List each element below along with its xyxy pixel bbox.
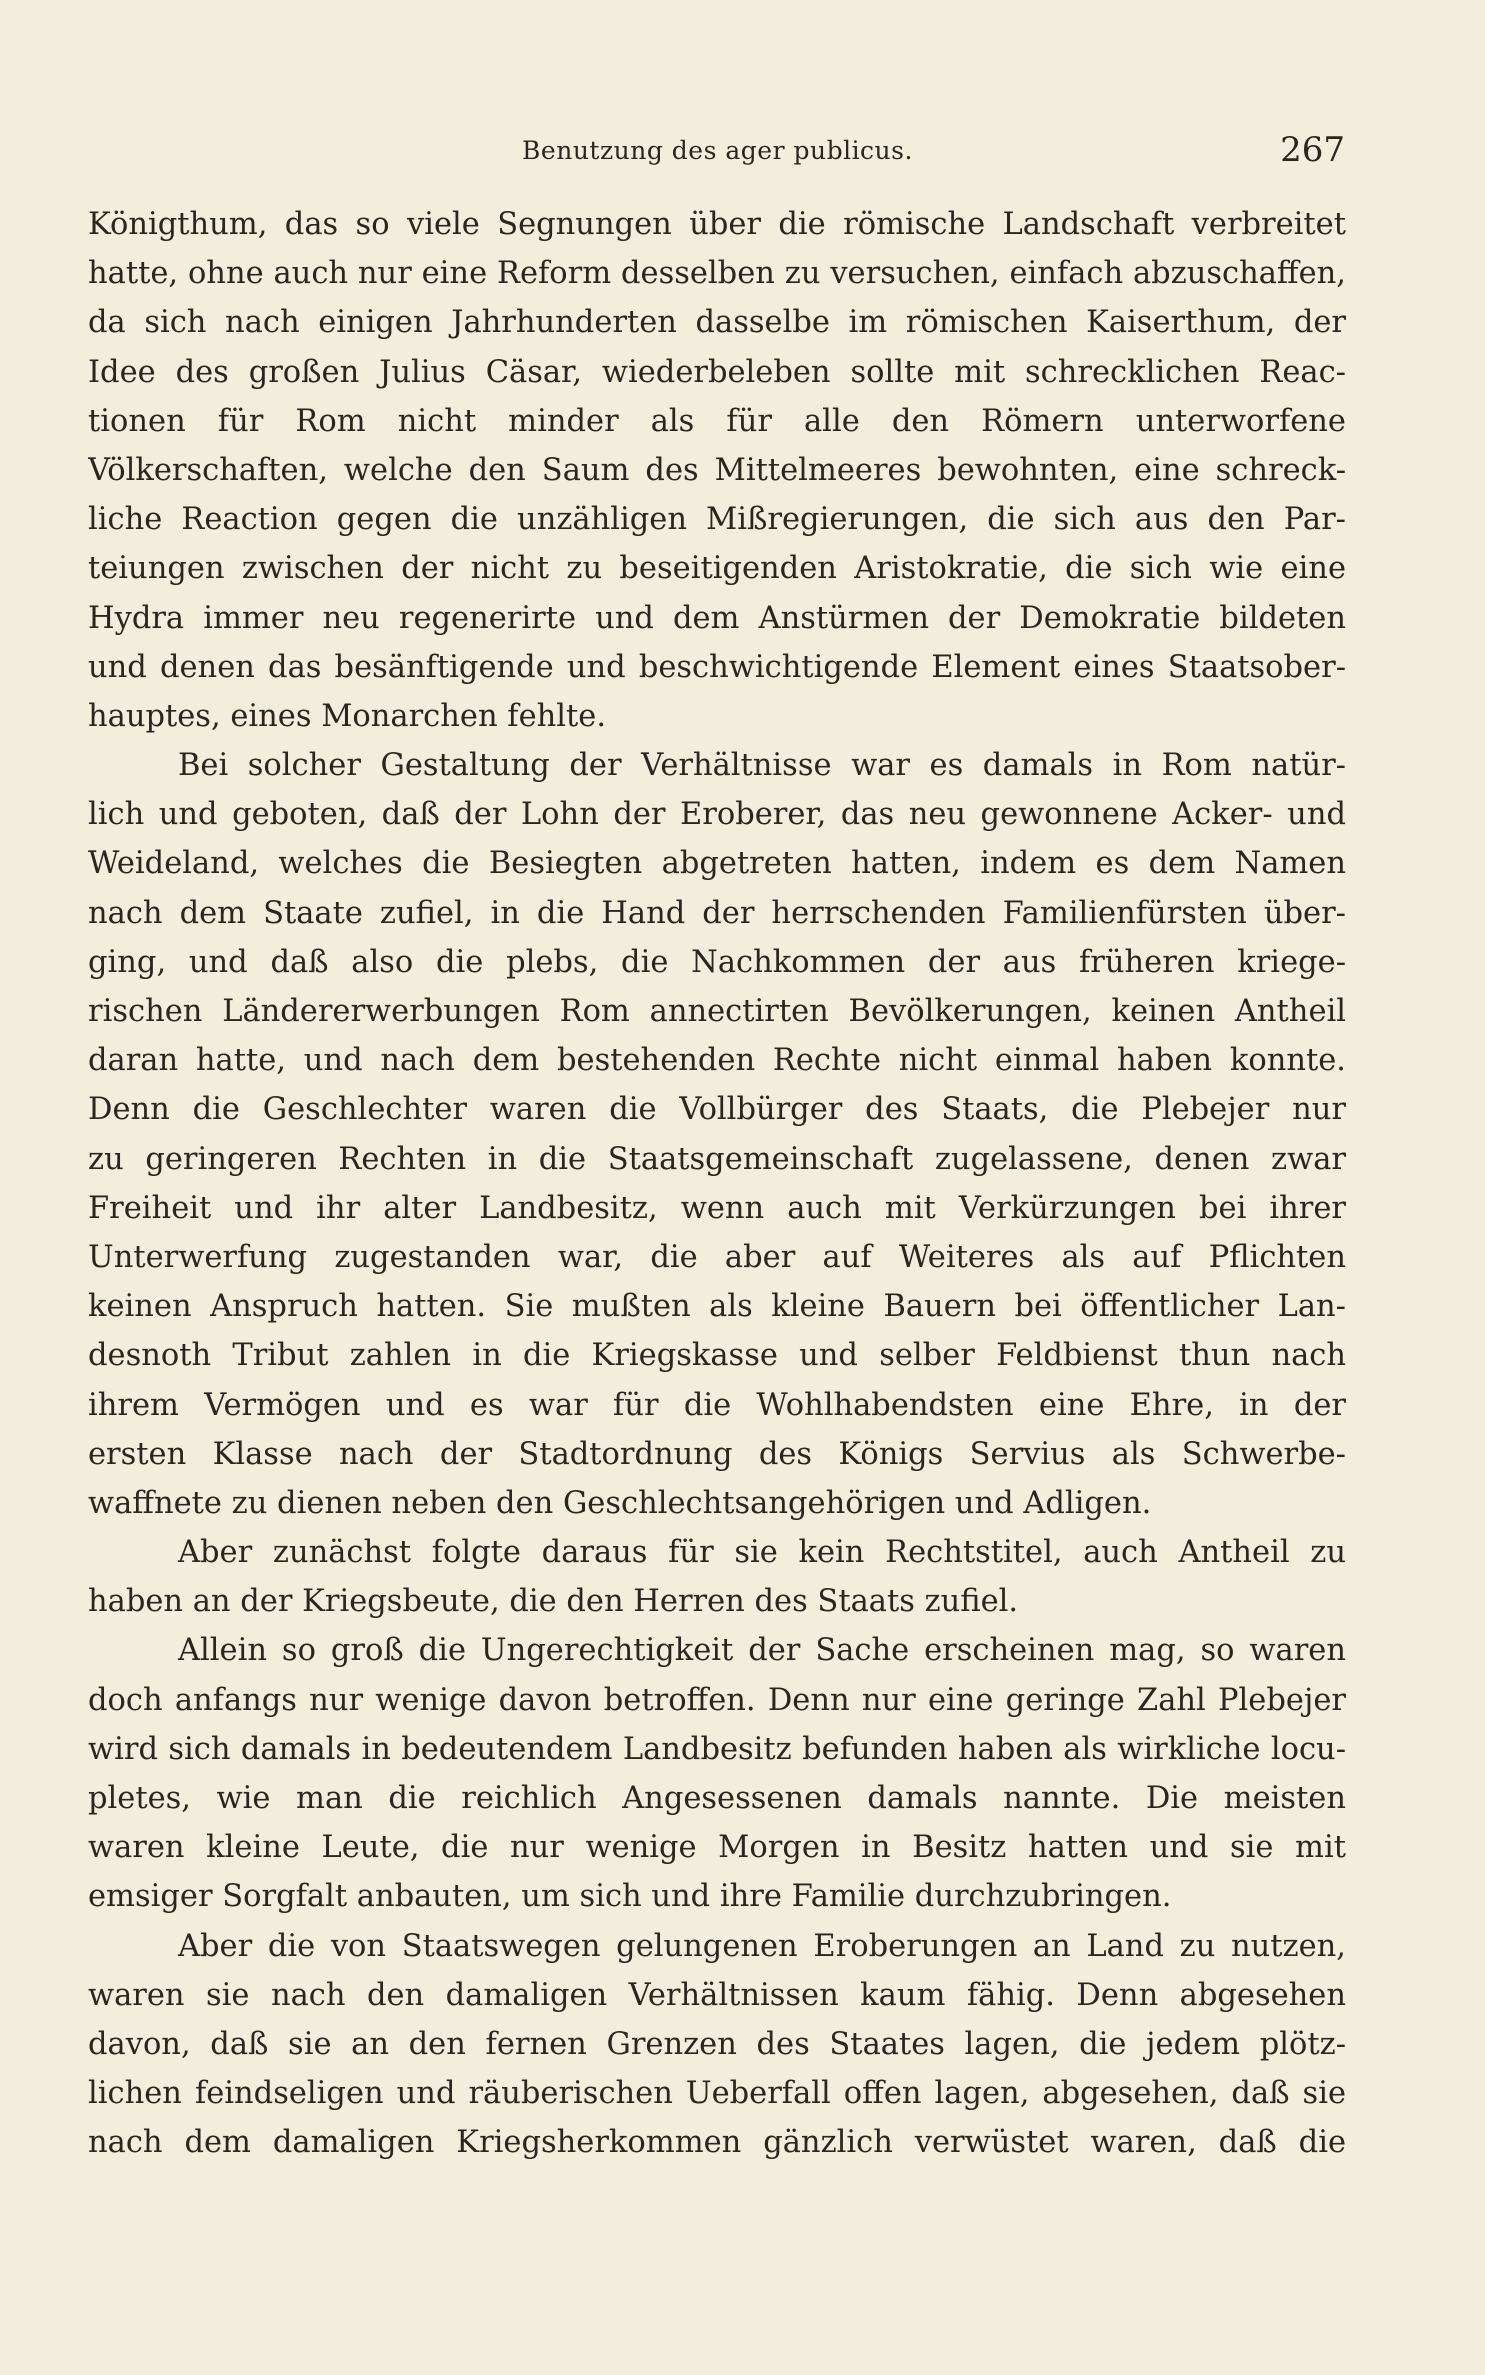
text-line: waffnete zu dienen neben den Geschlechtsangehörigen und Adligen.	[88, 1485, 1152, 1521]
text-line: waren sie nach den damaligen Verhältnissen kaum fähig. Denn abgesehen	[88, 1977, 1346, 2013]
text-line: lichen feindseligen und räuberischen Ueberfall offen lagen, abgesehen, daß sie	[88, 2076, 1346, 2112]
text-line: hauptes, eines Monarchen fehlte.	[88, 698, 607, 734]
text-line: doch anfangs nur wenige davon betroffen. Denn nur eine geringe Zahl Plebejer	[88, 1682, 1346, 1718]
text-line: Freiheit und ihr alter Landbesitz, wenn auch mit Verkürzungen bei ihrer	[88, 1190, 1346, 1226]
body-text	[88, 200, 1346, 2168]
text-line: hatte, ohne auch nur eine Reform desselben zu versuchen, einfach abzuschaffen,	[88, 256, 1346, 292]
text-line: Bei solcher Gestaltung der Verhältnisse war es damals in Rom natür-	[178, 748, 1346, 784]
text-line: tionen für Rom nicht minder als für alle den Römern unterworfene	[88, 403, 1346, 439]
text-line: ersten Klasse nach der Stadtordnung des Königs Servius als Schwerbe-	[88, 1436, 1346, 1472]
page-number: 267	[1280, 130, 1345, 170]
text-line: rischen Ländererwerbungen Rom annectirten Bevölkerungen, keinen Antheil	[88, 994, 1346, 1029]
text-line: Idee des großen Julius Cäsar, wiederbeleben sollte mit schrecklichen Reac-	[88, 354, 1346, 390]
text-line: wird sich damals in bedeutendem Landbesitz befunden haben als wirkliche locu-	[88, 1731, 1346, 1767]
text-line: Hydra immer neu regenerirte und dem Anstürmen der Demokratie bildeten	[88, 600, 1346, 636]
text-line: Denn die Geschlechter waren die Vollbürger des Staats, die Plebejer nur	[88, 1092, 1346, 1128]
text-line: ihrem Vermögen und es war für die Wohlhabendsten eine Ehre, in der	[88, 1387, 1346, 1423]
text-line: nach dem Staate zufiel, in die Hand der herrschenden Familienfürsten über-	[88, 895, 1346, 931]
text-line: liche Reaction gegen die unzähligen Mißregierungen, die sich aus den Par-	[88, 502, 1346, 538]
text-line: zu geringeren Rechten in die Staatsgemeinschaft zugelassene, denen zwar	[88, 1141, 1346, 1177]
text-line: Völkerschaften, welche den Saum des Mittelmeeres bewohnten, eine schreck-	[88, 452, 1346, 488]
text-line: haben an der Kriegsbeute, die den Herren des Staats zufiel.	[88, 1584, 1019, 1620]
text-line: Aber die von Staatswegen gelungenen Eroberungen an Land zu nutzen,	[178, 1928, 1346, 1964]
text-line: Aber zunächst folgte daraus für sie kein Rechtstitel, auch Antheil zu	[178, 1535, 1346, 1571]
text-line: Unterwerfung zugestanden war, die aber auf Weiteres als auf Pflichten	[88, 1239, 1346, 1275]
text-line: da sich nach einigen Jahrhunderten dasselbe im römischen Kaiserthum, der	[88, 305, 1346, 341]
text-line: waren kleine Leute, die nur wenige Morgen in Besitz hatten und sie mit	[88, 1830, 1346, 1866]
text-line: ging, und daß also die plebs, die Nachkommen der aus früheren kriege-	[88, 944, 1346, 980]
text-line: desnoth Tribut zahlen in die Kriegskasse und selber Feldbienst thun nach	[88, 1338, 1346, 1374]
text-line: nach dem damaligen Kriegsherkommen gänzlich verwüstet waren, daß die	[88, 2125, 1346, 2161]
text-line: Königthum, das so viele Segnungen über die römische Landschaft verbreitet	[88, 207, 1346, 242]
text-line: emsiger Sorgfalt anbauten, um sich und ihre Familie durchzubringen.	[88, 1879, 1172, 1915]
text-line: und denen das besänftigende und beschwichtigende Element eines Staatsober-	[88, 649, 1346, 685]
text-line: Weideland, welches die Besiegten abgetreten hatten, indem es dem Namen	[88, 846, 1346, 882]
text-line: teiungen zwischen der nicht zu beseitigenden Aristokratie, die sich wie eine	[88, 551, 1346, 587]
text-line: keinen Anspruch hatten. Sie mußten als kleine Bauern bei öffentlicher Lan-	[88, 1289, 1346, 1325]
text-line: daran hatte, und nach dem bestehenden Rechte nicht einmal haben konnte.	[88, 1043, 1346, 1079]
text-line: pletes, wie man die reichlich Angesessenen damals nannte. Die meisten	[88, 1781, 1346, 1816]
running-title: Benutzung des ager publicus.	[522, 136, 913, 165]
text-line: Allein so groß die Ungerechtigkeit der Sache erscheinen mag, so waren	[178, 1633, 1346, 1669]
text-line: lich und geboten, daß der Lohn der Eroberer, das neu gewonnene Acker- und	[88, 797, 1346, 833]
text-line: davon, daß sie an den fernen Grenzen des Staates lagen, die jedem plötz-	[88, 2026, 1346, 2062]
running-header	[90, 128, 1345, 178]
